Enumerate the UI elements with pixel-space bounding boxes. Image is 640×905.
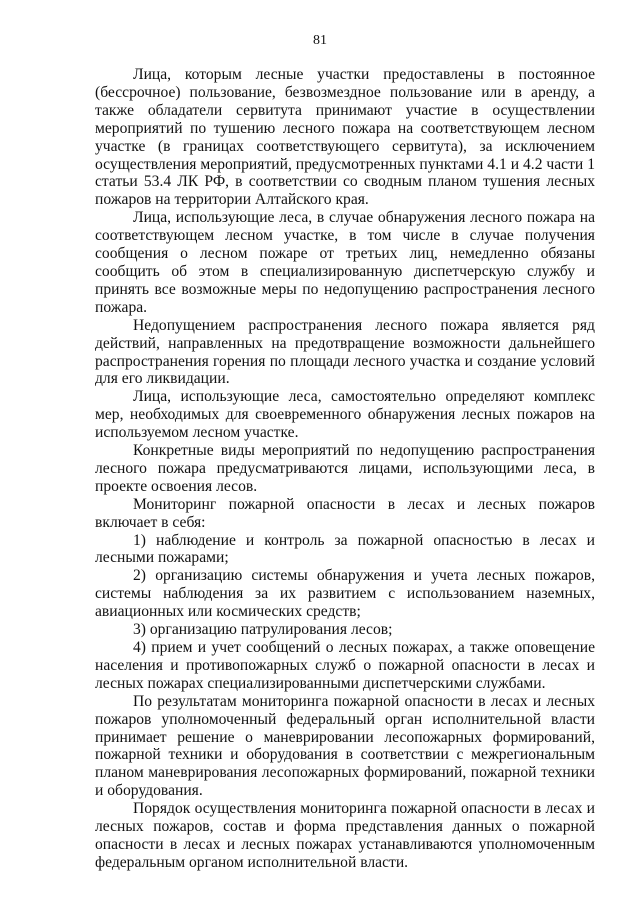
paragraph-specific-measures: Конкретные виды мероприятий по недопущению распространения лесного пожара предусматриваются лицами, использующими леса, в проекте освоения лесов.: [95, 442, 595, 495]
page-number: 81: [313, 33, 327, 48]
paragraph-lease-holders: Лица, которым лесные участки предоставлены в постоянное (бессрочное) пользование, безвозмездное пользование или в аренду, а также обладатели сервитута принимают участие в осуществлении мероприятий по тушению лесного пожара на соответствующем лесном участке (в границах соответствующего сервитута), за исключением осуществления мероприятий, предусмотренных пунктами 4.1 и 4.2 части 1 статьи 53.4 ЛК РФ, в соответствии со сводным планом тушения лесных пожаров на территории Алтайского края.: [95, 66, 595, 209]
paragraph-spread-prevention-definition: Недопущением распространения лесного пожара является ряд действий, направленных на предотвращение возможности дальнейшего распространения горения по площади лесного участка и создание условий для его ликвидации.: [95, 316, 595, 388]
paragraph-fire-detection-duty: Лица, использующие леса, в случае обнаружения лесного пожара на соответствующем лесном участке, в том числе в случае получения сообщения о лесном пожаре от третьих лиц, немедленно обязаны сообщить об этом в специализированную диспетчерскую службу и принять все возможные меры по недопущению распространения лесного пожара.: [95, 209, 595, 316]
list-item-2: 2) организацию системы обнаружения и учета лесных пожаров, системы наблюдения за их развитием с использованием наземных, авиационных или космических средств;: [95, 567, 595, 621]
paragraph-forest-users-measures: Лица, использующие леса, самостоятельно определяют комплекс мер, необходимых для своевременного обнаружения лесных пожаров на используемом лесном участке.: [95, 388, 595, 442]
paragraph-monitoring-intro: Мониторинг пожарной опасности в лесах и лесных пожаров включает в себя:: [95, 495, 595, 531]
paragraph-monitoring-results: По результатам мониторинга пожарной опасности в лесах и лесных пожаров уполномоченный федеральный орган исполнительной власти принимает решение о маневрировании лесопожарных формирований, пожарной техники и оборудования в соответствии с межрегиональным планом маневрирования лесопожарных формирований, пожарной техники и оборудования.: [95, 692, 595, 800]
list-item-3: 3) организацию патрулирования лесов;: [133, 621, 393, 639]
page-body: [95, 66, 595, 872]
paragraph-monitoring-procedure: Порядок осуществления мониторинга пожарной опасности в лесах и лесных пожаров, состав и форма представления данных о пожарной опасности в лесах и лесных пожарах устанавливаются уполномоченным федеральным органом исполнительной власти.: [95, 800, 595, 871]
list-item-1: 1) наблюдение и контроль за пожарной опасностью в лесах и лесными пожарами;: [95, 531, 595, 567]
list-item-4: 4) прием и учет сообщений о лесных пожарах, а также оповещение населения и противопожарных служб о пожарной опасности в лесах и лесных пожарах специализированными диспетчерскими службами.: [95, 639, 595, 692]
